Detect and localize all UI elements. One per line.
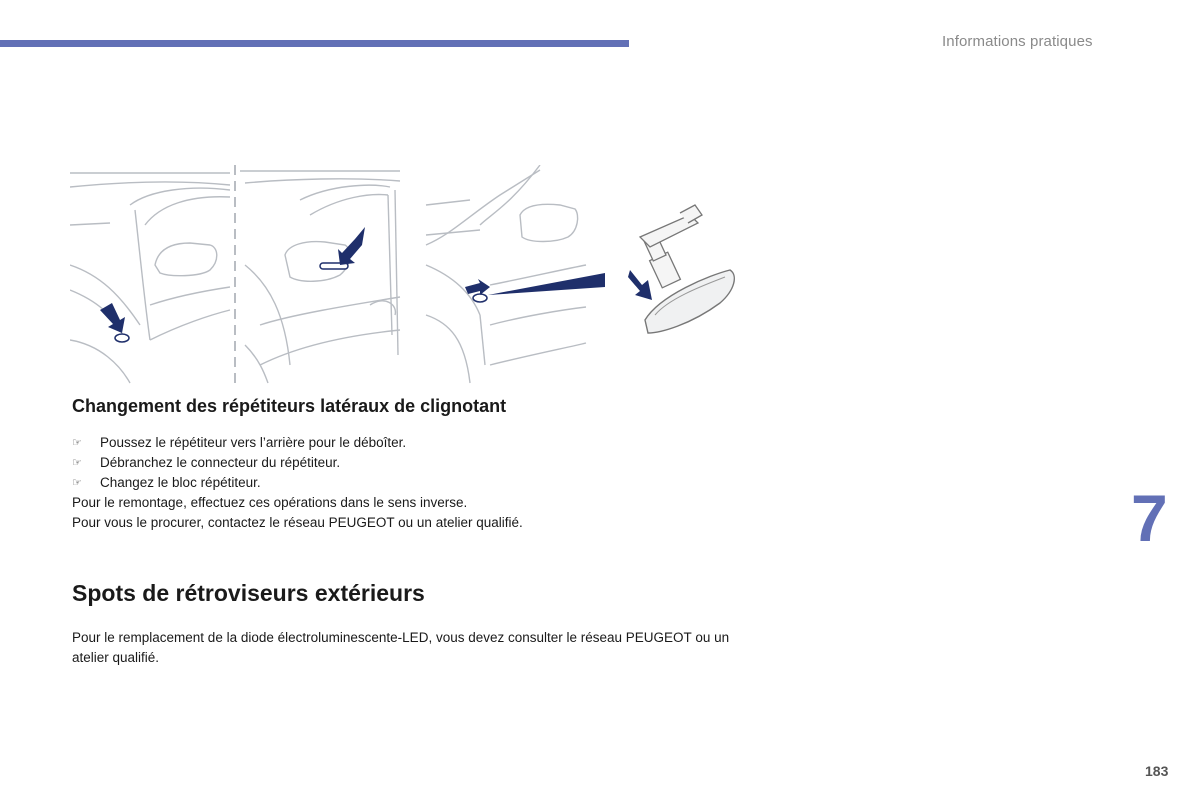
instruction-step-text: Débranchez le connecteur du répétiteur. <box>100 455 341 470</box>
instruction-step <box>72 453 406 473</box>
chapter-number: 7 <box>1131 481 1168 555</box>
chapter-header-title: Informations pratiques <box>942 33 1093 50</box>
header-accent-bar <box>0 40 629 47</box>
section-title-mirror-spots: Spots de rétroviseurs extérieurs <box>72 580 425 606</box>
illustration-panel-repeater-removal <box>426 165 586 383</box>
push-arrow-2 <box>338 227 365 265</box>
zoom-wedge <box>488 273 605 295</box>
hand-pointer-icon: ☞ <box>72 437 82 449</box>
dealer-note: Pour vous le procurer, contactez le réseau PEUGEOT ou un atelier qualifié. <box>72 515 523 530</box>
mirror-spots-paragraph: Pour le remplacement de la diode électroluminescente-LED, vous devez consulter le réseau PEUGEOT ou un atelier qualifié. <box>72 630 730 665</box>
push-arrow-3 <box>465 279 490 295</box>
instruction-step-text: Changez le bloc répétiteur. <box>100 475 261 490</box>
repeater-unit-detail <box>640 205 734 333</box>
instruction-step <box>72 433 406 453</box>
illustration-panel-front-wing <box>70 173 230 383</box>
push-arrow-1 <box>100 303 125 333</box>
hand-pointer-icon: ☞ <box>72 457 82 469</box>
reassembly-note: Pour le remontage, effectuez ces opérations dans le sens inverse. <box>72 495 468 510</box>
section-title-side-repeaters: Changement des répétiteurs latéraux de clignotant <box>72 396 507 416</box>
side-repeater-marker <box>115 334 129 342</box>
illustration-side-repeater <box>70 165 740 385</box>
page-number: 183 <box>1145 763 1169 779</box>
illustration-panel-mirror <box>240 171 400 383</box>
repeater-marker-panel3 <box>473 294 487 302</box>
hand-pointer-icon: ☞ <box>72 477 82 489</box>
instruction-step-text: Poussez le répétiteur vers l’arrière pour le déboîter. <box>100 435 407 450</box>
instruction-step <box>72 473 406 493</box>
pull-arrow <box>628 270 652 300</box>
instruction-steps <box>72 433 406 493</box>
